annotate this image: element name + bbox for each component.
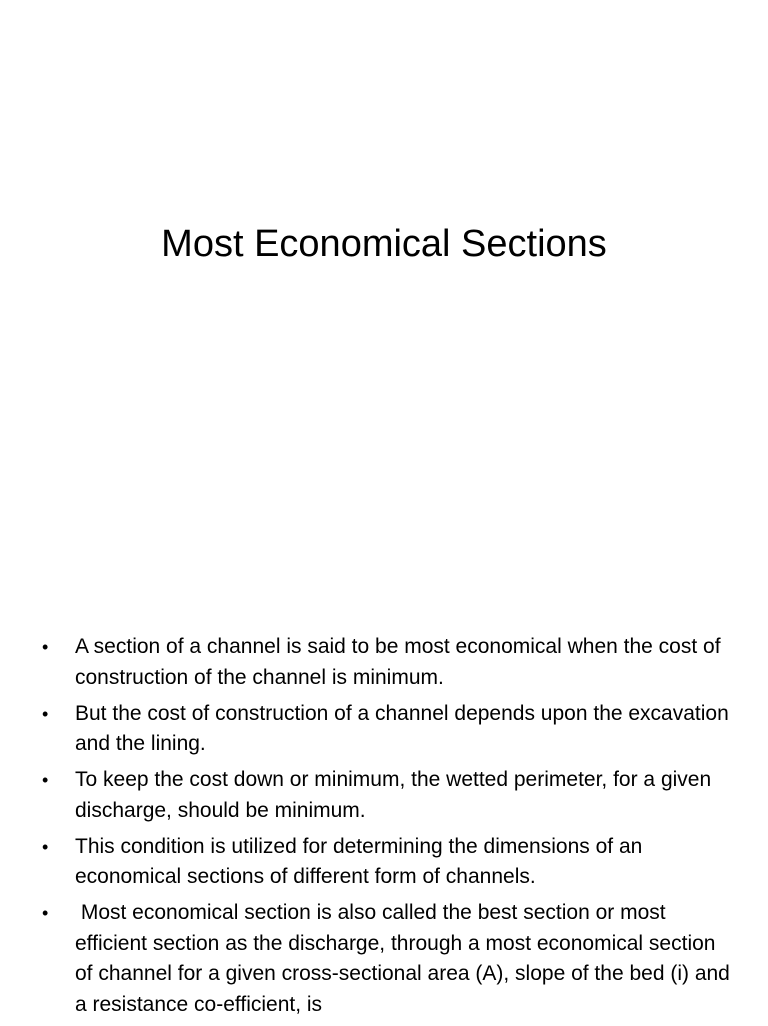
bullet-point-icon: • [42, 903, 49, 923]
bullet-item [42, 898, 736, 1020]
bullet-list [42, 632, 736, 1026]
bullet-text: A section of a channel is said to be most economical when the cost of construction of the channel is minimum. [75, 635, 721, 689]
bullet-item [42, 632, 732, 693]
bullet-text: But the cost of construction of a channel depends upon the excavation and the lining. [75, 701, 729, 755]
bullet-text: Most economical section is also called the best section or most efficient section as the discharge, through a most economical section of channel for a given cross-sectional area (A), slope of the bed (i) and a resistance co-efficient, is [75, 901, 736, 1016]
bullet-point-icon: • [42, 637, 49, 657]
bullet-text: This condition is utilized for determining the dimensions of an economical sections of different form of channels. [75, 834, 643, 888]
bullet-item [42, 765, 732, 826]
bullet-point-icon: • [42, 770, 49, 790]
slide-title: Most Economical Sections [161, 223, 607, 265]
bullet-point-icon: • [42, 836, 49, 857]
bullet-item [42, 832, 732, 893]
bullet-item [42, 699, 732, 760]
bullet-point-icon: • [42, 703, 49, 724]
bullet-text: To keep the cost down or minimum, the wetted perimeter, for a given discharge, should be minimum. [75, 768, 712, 822]
